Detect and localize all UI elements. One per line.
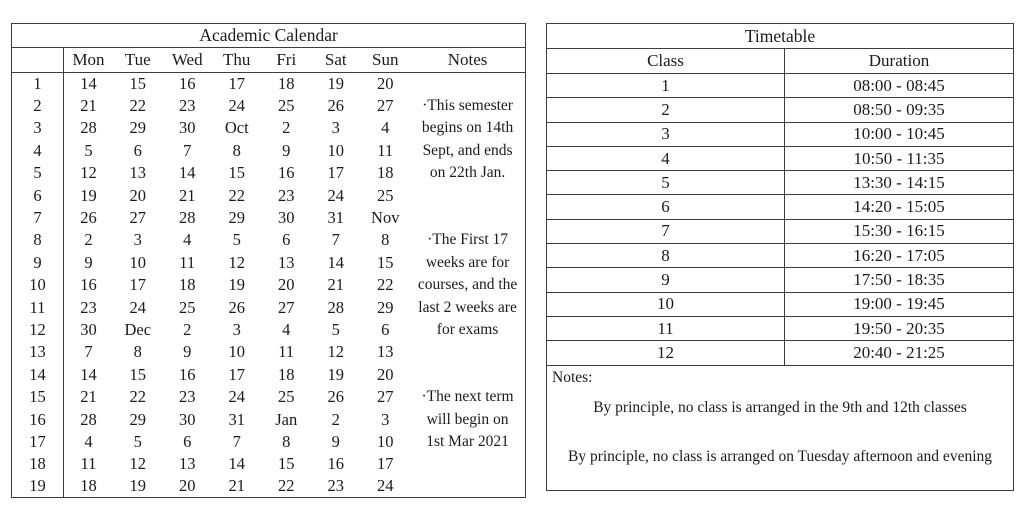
- day-cell: 18: [179, 275, 196, 295]
- day-cell: 10: [327, 140, 344, 160]
- calendar-header-notes: Notes: [410, 48, 526, 73]
- day-cell: 15: [377, 252, 394, 272]
- day-cell: 8: [133, 342, 142, 362]
- note-cell: Sept, and ends: [422, 141, 513, 159]
- class-number: 6: [547, 195, 785, 219]
- day-cell: 22: [377, 275, 394, 295]
- day-cell: 29: [377, 297, 394, 317]
- day-cell: 22: [278, 476, 295, 496]
- class-number: 2: [547, 98, 785, 122]
- day-cell: 25: [278, 387, 295, 407]
- day-cell: 14: [327, 252, 344, 272]
- note-cell: [410, 453, 526, 475]
- timetable-header-row: [547, 49, 1014, 74]
- class-duration: 10:50 - 11:35: [785, 146, 1014, 170]
- day-cell: 16: [80, 275, 97, 295]
- calendar-week-row: [12, 274, 526, 296]
- note-cell: ·The next term: [421, 388, 514, 406]
- class-number: 11: [547, 316, 785, 340]
- day-cell: 15: [278, 454, 295, 474]
- class-duration: 19:50 - 20:35: [785, 316, 1014, 340]
- class-duration: 08:50 - 09:35: [785, 98, 1014, 122]
- week-number: 4: [12, 140, 64, 162]
- calendar-header-sat: Sat: [311, 48, 361, 73]
- note-cell: on 22th Jan.: [429, 164, 506, 182]
- day-cell: 17: [228, 364, 245, 384]
- day-cell: 6: [183, 431, 192, 451]
- week-number: 6: [12, 184, 64, 206]
- calendar-header-thu: Thu: [212, 48, 262, 73]
- timetable-row: [547, 98, 1014, 122]
- week-number: 11: [12, 296, 64, 318]
- week-number: 9: [12, 252, 64, 274]
- day-cell: 29: [129, 118, 146, 138]
- day-cell: 13: [377, 342, 394, 362]
- day-cell: 7: [183, 140, 192, 160]
- day-cell: 19: [129, 476, 146, 496]
- day-cell: 23: [179, 387, 196, 407]
- day-cell: 26: [327, 387, 344, 407]
- day-cell: 26: [228, 297, 245, 317]
- day-cell: 19: [228, 275, 245, 295]
- day-cell: 12: [228, 252, 245, 272]
- day-cell: 5: [133, 431, 142, 451]
- note-line: By principle, no class is arranged on Tuesday afternoon and evening: [568, 447, 993, 465]
- note-cell: [410, 364, 526, 386]
- calendar-week-row: [12, 431, 526, 453]
- calendar-week-row: [12, 162, 526, 184]
- week-number: 16: [12, 408, 64, 430]
- timetable-title-row: [547, 24, 1014, 49]
- timetable-table: [546, 23, 1014, 491]
- day-cell: 24: [228, 96, 245, 116]
- day-cell: 4: [282, 319, 291, 339]
- timetable-row: [547, 292, 1014, 316]
- day-cell: 5: [232, 230, 241, 250]
- day-cell: 14: [80, 364, 97, 384]
- timetable-row: [547, 268, 1014, 292]
- class-duration: 08:00 - 08:45: [785, 74, 1014, 98]
- day-cell: 3: [331, 118, 340, 138]
- day-cell: 25: [278, 96, 295, 116]
- day-cell: 20: [179, 476, 196, 496]
- day-cell: 10: [228, 342, 245, 362]
- day-cell: 20: [278, 275, 295, 295]
- calendar-header-mon: Mon: [64, 48, 114, 73]
- day-cell: 16: [327, 454, 344, 474]
- day-cell: 13: [129, 163, 146, 183]
- day-cell: 12: [327, 342, 344, 362]
- day-cell: 3: [232, 319, 241, 339]
- note-cell: last 2 weeks are: [418, 298, 517, 316]
- day-cell: 22: [129, 96, 146, 116]
- day-cell: 24: [377, 476, 394, 496]
- day-cell: 18: [80, 476, 97, 496]
- calendar-header-tue: Tue: [113, 48, 163, 73]
- day-cell: 29: [228, 208, 245, 228]
- calendar-title-row: [12, 24, 526, 48]
- day-cell: 24: [228, 387, 245, 407]
- day-cell: 4: [381, 118, 390, 138]
- day-cell: 2: [183, 319, 192, 339]
- day-cell: 20: [377, 364, 394, 384]
- day-cell: 7: [232, 431, 241, 451]
- class-duration: 10:00 - 10:45: [785, 122, 1014, 146]
- class-number: 8: [547, 244, 785, 268]
- day-cell: 13: [278, 252, 295, 272]
- timetable-row: [547, 122, 1014, 146]
- calendar-week-row: [12, 319, 526, 341]
- class-duration: 15:30 - 16:15: [785, 219, 1014, 243]
- day-cell: 4: [84, 431, 93, 451]
- calendar-title: Academic Calendar: [12, 24, 526, 48]
- note-cell: for exams: [436, 320, 499, 338]
- academic-calendar-table: [11, 23, 526, 498]
- day-cell: 23: [80, 297, 97, 317]
- day-cell: 30: [179, 409, 196, 429]
- day-cell: 3: [133, 230, 142, 250]
- day-cell: 12: [80, 163, 97, 183]
- class-number: 3: [547, 122, 785, 146]
- day-cell: 11: [278, 342, 295, 362]
- day-cell: 6: [133, 140, 142, 160]
- note-cell: weeks are for: [425, 253, 510, 271]
- day-cell: 16: [278, 163, 295, 183]
- day-cell: 28: [179, 208, 196, 228]
- day-cell: 10: [377, 431, 394, 451]
- calendar-week-row: [12, 95, 526, 117]
- week-number: 8: [12, 229, 64, 251]
- day-cell: 2: [331, 409, 340, 429]
- day-cell: 22: [228, 185, 245, 205]
- week-number: 7: [12, 207, 64, 229]
- note-cell: [410, 476, 526, 498]
- note-cell: ·This semester: [422, 97, 513, 115]
- day-cell: 20: [129, 185, 146, 205]
- calendar-week-row: [12, 386, 526, 408]
- calendar-week-row: [12, 476, 526, 498]
- week-number: 5: [12, 162, 64, 184]
- day-cell: 9: [331, 431, 340, 451]
- class-number: 9: [547, 268, 785, 292]
- day-cell: 30: [278, 208, 295, 228]
- timetable-row: [547, 341, 1014, 365]
- day-cell: 30: [179, 118, 196, 138]
- calendar-week-row: [12, 296, 526, 318]
- class-number: 12: [547, 341, 785, 365]
- class-number: 4: [547, 146, 785, 170]
- day-cell: 11: [179, 252, 196, 272]
- day-cell: 7: [331, 230, 340, 250]
- day-cell: 8: [381, 230, 390, 250]
- day-cell: Dec: [124, 319, 152, 339]
- day-cell: 25: [179, 297, 196, 317]
- timetable-header-class: Class: [547, 49, 785, 74]
- day-cell: 27: [377, 96, 394, 116]
- day-cell: 9: [282, 140, 291, 160]
- note-cell: [410, 184, 526, 206]
- day-cell: 24: [327, 185, 344, 205]
- note-line: By principle, no class is arranged in the 9th and 12th classes: [593, 398, 967, 416]
- class-duration: 16:20 - 17:05: [785, 244, 1014, 268]
- calendar-week-row: [12, 184, 526, 206]
- day-cell: 21: [179, 185, 196, 205]
- week-number: 3: [12, 117, 64, 139]
- day-cell: 5: [331, 319, 340, 339]
- timetable-title: Timetable: [547, 24, 1014, 49]
- week-number: 1: [12, 73, 64, 95]
- calendar-header-sun: Sun: [361, 48, 411, 73]
- note-cell: 1st Mar 2021: [426, 432, 509, 450]
- week-number: 14: [12, 364, 64, 386]
- day-cell: 11: [377, 140, 394, 160]
- day-cell: 22: [129, 387, 146, 407]
- day-cell: 12: [129, 454, 146, 474]
- day-cell: 19: [327, 73, 344, 93]
- notes-label: Notes:: [552, 368, 593, 386]
- class-duration: 17:50 - 18:35: [785, 268, 1014, 292]
- day-cell: 28: [327, 297, 344, 317]
- timetable-header-duration: Duration: [785, 49, 1014, 74]
- calendar-header-row: [12, 48, 526, 73]
- day-cell: 27: [377, 387, 394, 407]
- class-number: 5: [547, 171, 785, 195]
- day-cell: 17: [129, 275, 146, 295]
- day-cell: 18: [377, 163, 394, 183]
- timetable-row: [547, 195, 1014, 219]
- calendar-week-row: [12, 140, 526, 162]
- calendar-week-row: [12, 453, 526, 475]
- class-duration: 20:40 - 21:25: [785, 341, 1014, 365]
- day-cell: 13: [179, 454, 196, 474]
- note-cell: [410, 341, 526, 363]
- timetable-row: [547, 219, 1014, 243]
- day-cell: 9: [183, 342, 192, 362]
- class-duration: 19:00 - 19:45: [785, 292, 1014, 316]
- day-cell: 11: [80, 454, 97, 474]
- calendar-week-row: [12, 408, 526, 430]
- day-cell: 23: [179, 96, 196, 116]
- note-cell: courses, and the: [417, 276, 518, 294]
- day-cell: Jan: [275, 409, 298, 429]
- week-number: 10: [12, 274, 64, 296]
- day-cell: 8: [282, 431, 291, 451]
- day-cell: 2: [282, 118, 291, 138]
- timetable-notes-row: [547, 365, 1014, 490]
- class-number: 7: [547, 219, 785, 243]
- week-number: 12: [12, 319, 64, 341]
- day-cell: 17: [377, 454, 394, 474]
- day-cell: 15: [228, 163, 245, 183]
- day-cell: 26: [327, 96, 344, 116]
- day-cell: 30: [80, 319, 97, 339]
- timetable-row: [547, 316, 1014, 340]
- day-cell: 6: [381, 319, 390, 339]
- calendar-week-row: [12, 229, 526, 251]
- day-cell: 3: [381, 409, 390, 429]
- day-cell: 16: [179, 364, 196, 384]
- day-cell: 19: [80, 185, 97, 205]
- day-cell: 17: [228, 73, 245, 93]
- day-cell: 17: [327, 163, 344, 183]
- calendar-week-row: [12, 364, 526, 386]
- week-number: 13: [12, 341, 64, 363]
- timetable-notes-box: [547, 365, 1014, 490]
- day-cell: 26: [80, 208, 97, 228]
- day-cell: 23: [278, 185, 295, 205]
- day-cell: 21: [80, 387, 97, 407]
- day-cell: 15: [129, 364, 146, 384]
- day-cell: 28: [80, 409, 97, 429]
- day-cell: 31: [228, 409, 245, 429]
- day-cell: 27: [278, 297, 295, 317]
- day-cell: 24: [129, 297, 146, 317]
- note-cell: begins on 14th: [421, 119, 514, 137]
- calendar-week-row: [12, 73, 526, 95]
- week-number: 19: [12, 476, 64, 498]
- day-cell: 21: [80, 96, 97, 116]
- day-cell: 9: [84, 252, 93, 272]
- day-cell: 7: [84, 342, 93, 362]
- day-cell: 18: [278, 364, 295, 384]
- calendar-header-wed: Wed: [163, 48, 213, 73]
- day-cell: 8: [232, 140, 241, 160]
- calendar-header-fri: Fri: [262, 48, 312, 73]
- day-cell: 6: [282, 230, 291, 250]
- day-cell: Nov: [371, 208, 400, 228]
- note-cell: ·The First 17: [427, 231, 509, 249]
- day-cell: 5: [84, 140, 93, 160]
- calendar-corner-cell: [12, 48, 64, 73]
- day-cell: 27: [129, 208, 146, 228]
- day-cell: 14: [80, 73, 97, 93]
- day-cell: 14: [179, 163, 196, 183]
- day-cell: 29: [129, 409, 146, 429]
- day-cell: 25: [377, 185, 394, 205]
- timetable-row: [547, 146, 1014, 170]
- day-cell: 14: [228, 454, 245, 474]
- day-cell: 10: [129, 252, 146, 272]
- class-duration: 13:30 - 14:15: [785, 171, 1014, 195]
- day-cell: 31: [327, 208, 344, 228]
- calendar-week-row: [12, 341, 526, 363]
- day-cell: 16: [179, 73, 196, 93]
- day-cell: Oct: [224, 118, 249, 138]
- timetable-row: [547, 244, 1014, 268]
- day-cell: 2: [84, 230, 93, 250]
- class-number: 1: [547, 74, 785, 98]
- note-cell: will begin on: [426, 410, 509, 428]
- day-cell: 15: [129, 73, 146, 93]
- day-cell: 20: [377, 73, 394, 93]
- calendar-week-row: [12, 252, 526, 274]
- class-duration: 14:20 - 15:05: [785, 195, 1014, 219]
- calendar-week-row: [12, 207, 526, 229]
- day-cell: 21: [228, 476, 245, 496]
- class-number: 10: [547, 292, 785, 316]
- calendar-week-row: [12, 117, 526, 139]
- day-cell: 23: [327, 476, 344, 496]
- note-cell: [410, 73, 526, 95]
- timetable-row: [547, 74, 1014, 98]
- day-cell: 21: [327, 275, 344, 295]
- timetable-row: [547, 171, 1014, 195]
- note-cell: [410, 207, 526, 229]
- day-cell: 28: [80, 118, 97, 138]
- week-number: 17: [12, 431, 64, 453]
- week-number: 2: [12, 95, 64, 117]
- day-cell: 4: [183, 230, 192, 250]
- week-number: 18: [12, 453, 64, 475]
- day-cell: 19: [327, 364, 344, 384]
- week-number: 15: [12, 386, 64, 408]
- day-cell: 18: [278, 73, 295, 93]
